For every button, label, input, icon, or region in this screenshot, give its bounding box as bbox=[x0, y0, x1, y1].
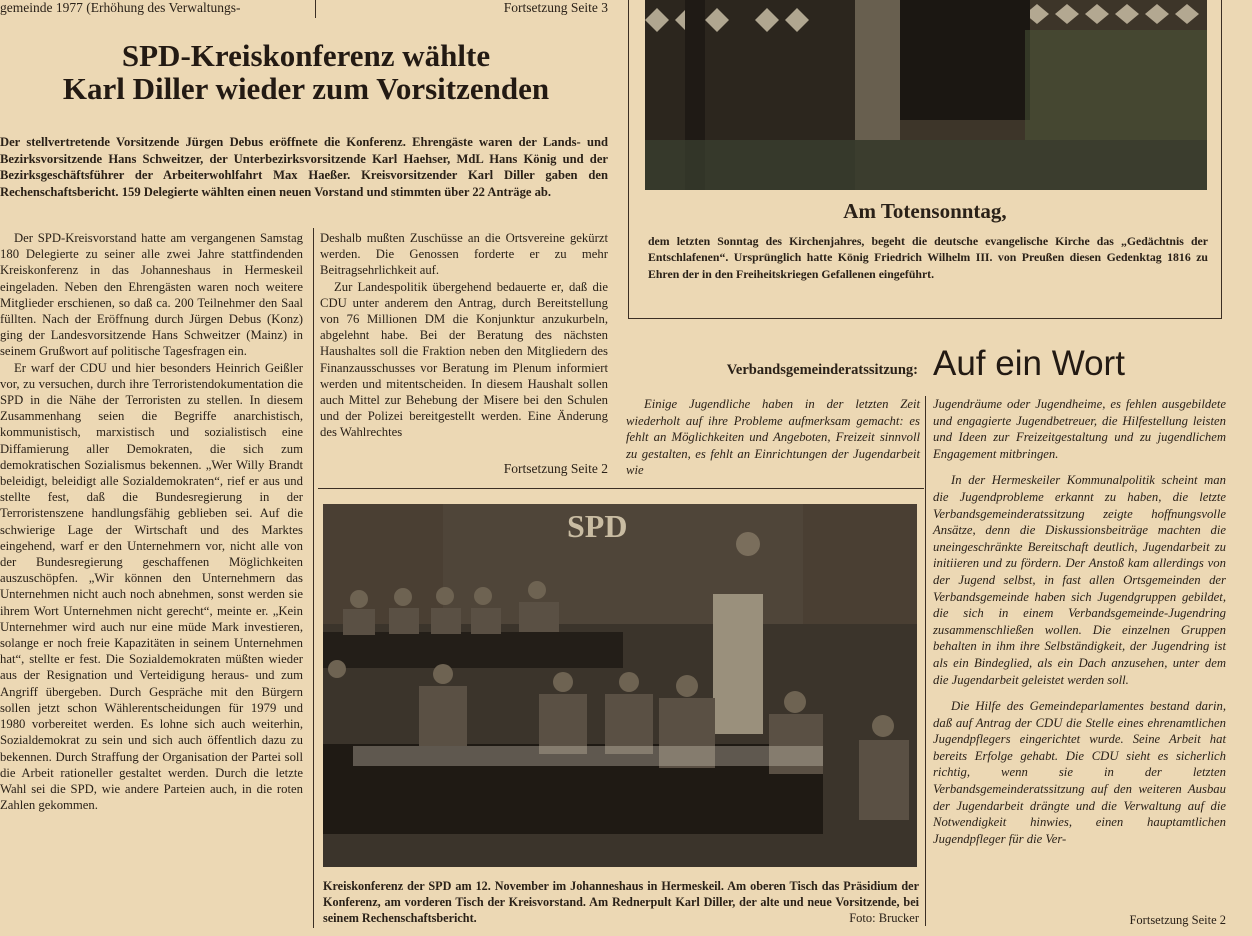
auf-ein-wort-right-column bbox=[933, 396, 1226, 847]
auf-ein-wort-title: Auf ein Wort bbox=[933, 344, 1125, 383]
auf-ein-wort-right-paragraph-1: Jugendräume oder Jugendheime, es fehlen ausgebildete und engagierte Jugendbetreuer, die Hilfestellung leisten und Ideen zur Freizeitgestaltung und zu jugendlichem Engagement mitbringen. bbox=[933, 397, 1226, 461]
cemetery-photo-graphic bbox=[645, 0, 1207, 190]
column-2-paragraph-1: Deshalb mußten Zuschüsse an die Ortsvereine gekürzt werden. Die Genossen forderte er zu mehr Beitragsehrlichkeit auf. bbox=[320, 231, 608, 278]
totensonntag-text: dem letzten Sonntag des Kirchenjahres, begeht die deutsche evangelische Kirche das „Gedächtnis der Entschlafenen“. Ursprünglich hatte König Friedrich Wilhelm III. von Preußen diesen Gedenktag 1816 zu Ehren der in den Freiheitskriegen Gefallenen eingeführt. bbox=[648, 234, 1208, 281]
headline-line-2: Karl Diller wieder zum Vorsitzenden bbox=[62, 70, 550, 106]
auf-ein-wort-right-paragraph-2: In der Hermeskeiler Kommunalpolitik scheint man die Jugendprobleme erkannt zu haben, die letzte Verbandsgemeinderatssitzung zeigte hoffnungsvolle Ansätze, denn die Diskussionsbeiträge machten die uneingeschränkte Bereitschaft deutlich, Jugendarbeit zu initiieren und zu fördern. Der Anstoß kam allerdings von der Jugend selbst, in fast allen Ortsgemeinden der Verbandsgemeinde haben sich Jugendgruppen gebildet, die sich in einem Verbandsgemeinde-Jugendring zusammenschließen wollen. Die einzelnen Gruppen behalten in ihm ihre Selbständigkeit, der Jugendring ist als ein Bindeglied, als ein Dach anzusehen, unter dem die Jugendarbeit geleistet werden soll. bbox=[933, 473, 1226, 687]
article-column-2 bbox=[320, 230, 608, 441]
photo-credit: Foto: Brucker bbox=[849, 911, 919, 925]
auf-ein-wort-right-paragraph-3: Die Hilfe des Gemeindeparlamentes bestand darin, daß auf Antrag der CDU die Stelle eines ehrenamtlichen Jugendpflegers eingerichtet wurde. Seine Arbeit hat bereits Erfolge gehabt. Die CDU sieht es sicherlich richtig, wenn sie in der letzten Verbandsgemeinderatssitzung auf den weiteren Ausbau der Jugendarbeit drängte und die Verwaltung auf die Notwendigkeit hinwies, einen hauptamtlichen Jugendpfleger für die Ver- bbox=[933, 699, 1226, 846]
top-divider bbox=[315, 0, 316, 18]
photo-caption: Kreiskonferenz der SPD am 12. November im Johanneshaus in Hermeskeil. Am oberen Tisch das Präsidium der Konferenz, am vorderen Tisch der Kreisvorstand. Am Rednerpult Karl Diller, der alte und neue Vorsitzende, bei seinem Rechenschaftsbericht. bbox=[323, 879, 919, 925]
column-1-paragraph-2: Er warf der CDU und hier besonders Heinrich Geißler vor, zu versuchen, durch ihre Terroristendokumentation die SPD in die Nähe der Terroristen zu stellen. In diesem Zusammenhang seien die Begriffe anarchistisch, kommunistisch, marxistisch und sozialistisch eine Diffamierung aller Demokraten, die sich zum demokratischen Sozialismus bekennen. „Wer Willy Brandt beleidigt, beleidigt alle Sozialdemokraten“, rief er aus und stellte fest, daß die Bundesregierung in der Terroristenszene handlungsfähig geblieben sei. Auf die schwierige Lage der Wirtschaft und des Marktes eingehend, warf er den Unternehmern vor, nicht alle von der Bundesregierung geschaffenen Möglichkeiten auszuschöpfen. „Wir können den Unternehmern das Unternehmen nicht auch noch abnehmen, sonst werden sie ihrem Wort Unternehmen nicht gerecht“, meinte er. „Kein Unternehmer wird auch nur eine müde Mark investieren, solange er noch freie Kapazitäten in seinem Unternehmen hat“, stellte er fest. Die Sozialdemokraten müßten wieder aus der Resignation und Verteidigung heraus- und zum Angriff übergeben. Durch Gespräche mit den Bürgern sollen jetzt schon Wählerentscheidungen für 1979 und 1980 vorbereitet werden. Es lohne sich auch weiterhin, Sozialdemokrat zu sein und sich auch öffentlich dazu zu bekennen. Durch Straffung der Organisation der Partei soll die Arbeit rationeller gestaltet werden. Durch die letzte Wahl sei die SPD, wie andere Parteien auch, in die roten Zahlen gekommen. bbox=[0, 360, 303, 813]
column-divider-1 bbox=[313, 228, 314, 928]
column-2-paragraph-2: Zur Landespolitik übergehend bedauerte er, daß die CDU unter anderem den Antrag, durch Bereitstellung von 76 Millionen DM die Konjunktur anzukurbeln, abgelehnt habe. Bei der Beratung des nächsten Haushaltes soll die Fraktion neben den Mitgliedern des Finanzausschusses vor Beratung im Plenum informiert werden und mitentscheiden. In diesem Haushalt sollen auch Mittel zur Behebung der Misere bei den Schulen und der Polizei bereitgestellt werden. Eine Änderung des Wahlrechtes bbox=[320, 279, 608, 440]
auf-ein-wort-continuation: Fortsetzung Seite 2 bbox=[1129, 913, 1226, 927]
column-divider-2 bbox=[925, 396, 926, 926]
mid-horizontal-rule bbox=[318, 488, 924, 489]
column-2-continuation: Fortsetzung Seite 2 bbox=[503, 461, 608, 476]
kicker-verbandsgemeinderatssitzung: Verbandsgemeinderatssitzung: bbox=[726, 362, 918, 378]
article-column-1 bbox=[0, 230, 303, 813]
top-left-fragment: gemeinde 1977 (Erhöhung des Verwaltungs- bbox=[0, 0, 241, 15]
auf-ein-wort-left-paragraph: Einige Jugendliche haben in der letzten Zeit wiederholt auf ihre Probleme aufmerksam gemacht: es fehlt an Möglichkeiten und Angeboten, Freizeit sinnvoll zu gestalten, es fehlt an Einrichtungen der Jugendarbeit wie bbox=[626, 397, 920, 478]
main-headline bbox=[0, 40, 612, 105]
column-1-paragraph-1: Der SPD-Kreisvorstand hatte am vergangenen Samstag 180 Delegierte zu seiner alle zwei Jahre stattfindenden Kreiskonferenz in das Johanneshaus in Hermeskeil eingeladen. Neben den Ehrengästen waren noch weitere Mitglieder erschienen, so daß ca. 200 Teilnehmer den Saal füllten. Nach der Eröffnung durch Jürgen Debus (Konz) ging der Landesvorsitzende Hans Schweitzer (Mainz) in seinem Grußwort auf politische Tagesfragen ein. bbox=[0, 231, 303, 359]
totensonntag-title: Am Totensonntag, bbox=[843, 199, 1007, 223]
conference-photo bbox=[323, 504, 917, 867]
conference-photo-graphic bbox=[323, 504, 917, 867]
cemetery-photo bbox=[645, 0, 1207, 190]
article-lead: Der stellvertretende Vorsitzende Jürgen Debus eröffnete die Konferenz. Ehrengäste waren der Lands- und Bezirksvorsitzende Hans Schweitzer, der Unterbezirksvorsitzende Karl Haehser, MdL Hans König und der Bezirksgeschäftsführer der Arbeiterwohlfahrt Max Haeßer. Kreisvorsitzender Karl Diller gaben den Rechenschaftsbericht. 159 Delegierte wählten einen neuen Vorstand und stimmten über 22 Anträge ab. bbox=[0, 135, 608, 199]
auf-ein-wort-left-column bbox=[626, 396, 920, 479]
spd-sign: SPD bbox=[567, 508, 628, 544]
top-continuation: Fortsetzung Seite 3 bbox=[503, 0, 608, 15]
headline-line-1: SPD-Kreiskonferenz wählte bbox=[121, 38, 491, 73]
